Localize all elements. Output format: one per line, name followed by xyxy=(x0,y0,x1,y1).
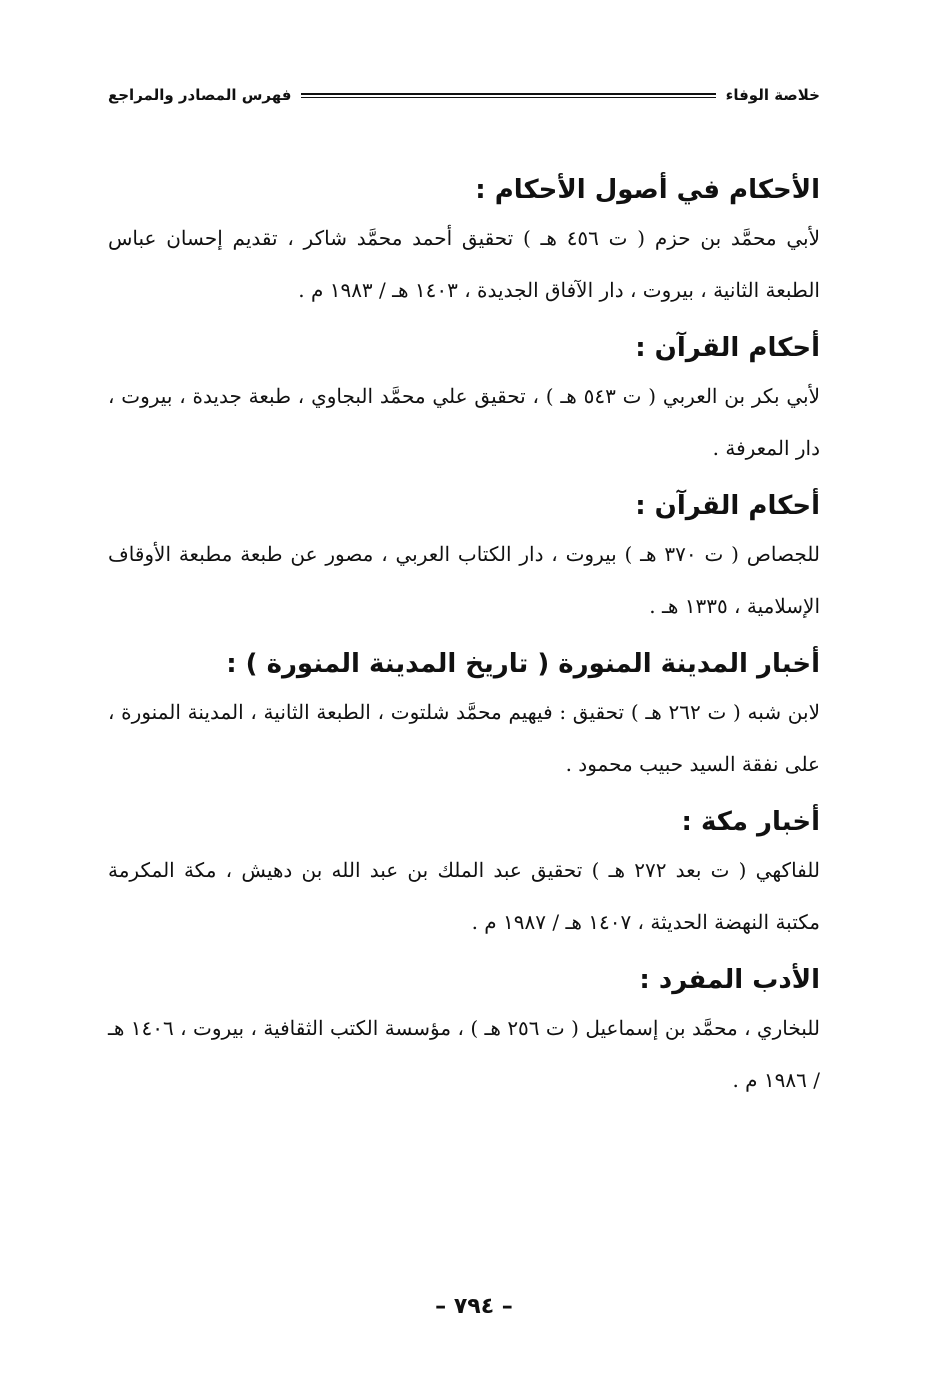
page-number: – ٧٩٤ – xyxy=(435,1294,513,1319)
entry-title: أحكام القرآن : xyxy=(635,333,820,363)
entry-body: للبخاري ، محمَّد بن إسماعيل ( ت ٢٥٦ هـ ) ، مؤسسة الكتب الثقافية ، بيروت ، ١٤٠٦ هـ / ١٩٨٦ م . xyxy=(108,1016,820,1092)
entry-body: للفاكهي ( ت بعد ٢٧٢ هـ ) تحقيق عبد الملك بن عبد الله بن دهيش ، مكة المكرمة مكتبة النهضة الحديثة ، ١٤٠٧ هـ / ١٩٨٧ م . xyxy=(108,858,821,934)
entry-title: أحكام القرآن : xyxy=(635,491,820,521)
bibliography-entry xyxy=(108,958,820,1106)
bibliography-entry xyxy=(108,642,820,790)
entry-title: الأحكام في أصول الأحكام : xyxy=(475,175,820,205)
running-header xyxy=(108,80,820,110)
bibliography-list xyxy=(108,168,820,1116)
bibliography-entry xyxy=(108,800,820,948)
header-book-title: خلاصة الوفاء xyxy=(725,86,820,104)
entry-title: أخبار المدينة المنورة ( تاريخ المدينة المنورة ) : xyxy=(226,649,820,679)
bibliography-entry xyxy=(108,484,820,632)
entry-body: لأبي محمَّد بن حزم ( ت ٤٥٦ هـ ) تحقيق أحمد محمَّد شاكر ، تقديم إحسان عباس الطبعة الثانية ، بيروت ، دار الآفاق الجديدة ، ١٤٠٣ هـ / ١٩٨٣ م . xyxy=(108,226,820,302)
entry-body: للجصاص ( ت ٣٧٠ هـ ) بيروت ، دار الكتاب العربي ، مصور عن طبعة مطبعة الأوقاف الإسلامية ، ١٣٣٥ هـ . xyxy=(108,542,820,618)
entry-title: الأدب المفرد : xyxy=(639,965,820,995)
bibliography-entry xyxy=(108,168,820,316)
entry-body: لابن شبه ( ت ٢٦٢ هـ ) تحقيق : فيهيم محمَّد شلتوت ، الطبعة الثانية ، المدينة المنورة ، على نفقة السيد حبيب محمود . xyxy=(108,700,820,776)
header-section-title: فهرس المصادر والمراجع xyxy=(108,86,292,104)
header-rule xyxy=(301,93,715,98)
bibliography-entry xyxy=(108,326,820,474)
entry-title: أخبار مكة : xyxy=(681,807,820,837)
entry-body: لأبي بكر بن العربي ( ت ٥٤٣ هـ ) ، تحقيق علي محمَّد البجاوي ، طبعة جديدة ، بيروت ، دار المعرفة . xyxy=(108,384,820,460)
